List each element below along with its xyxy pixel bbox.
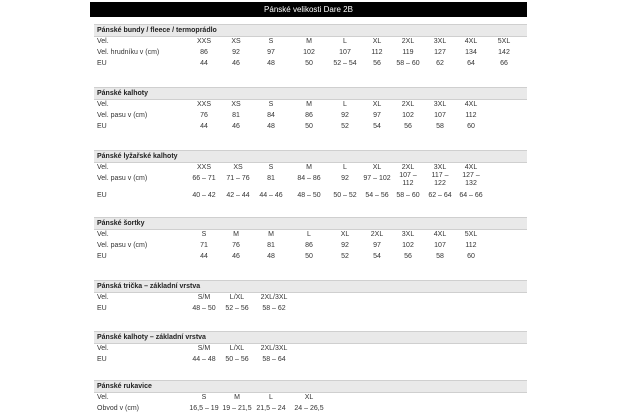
table-cell: S: [201, 231, 207, 238]
table-cell: M: [234, 394, 240, 401]
table-cell: 50: [305, 60, 313, 67]
table-cell: S: [268, 164, 274, 171]
table-cell: 44: [200, 60, 208, 67]
table-cell: 66: [500, 60, 508, 67]
section-header: [94, 150, 527, 163]
table-cell: 40 – 42: [192, 192, 216, 199]
section-header: [94, 87, 527, 100]
table-cell: 3XL: [433, 101, 447, 108]
table-cell: 48 – 50: [297, 192, 321, 199]
table-cell: 102: [402, 112, 414, 119]
row-label: Vel.: [97, 101, 109, 108]
table-cell: XL: [372, 101, 382, 108]
table-cell: 71: [200, 242, 208, 249]
table-cell: L: [343, 164, 347, 171]
table-cell: 127: [434, 49, 446, 56]
table-cell: XL: [304, 394, 314, 401]
table-cell: XXS: [196, 38, 211, 45]
table-cell: S: [268, 101, 274, 108]
table-cell: 64: [467, 60, 475, 67]
table-cell: 76: [232, 242, 240, 249]
table-cell: XL: [340, 231, 350, 238]
table-cell: 52: [341, 123, 349, 130]
table-cell: 71 – 76: [226, 175, 250, 182]
section-title: Pánské kalhoty: [97, 90, 148, 97]
table-cell: 86: [200, 49, 208, 56]
table-cell: 24 – 26,5: [294, 405, 324, 412]
table-cell: 42 – 44: [226, 192, 250, 199]
table-cell: 81: [267, 175, 275, 182]
section-title: Pánské lyžařské kalhoty: [97, 153, 178, 160]
section-title: Pánské bundy / fleece / termoprádlo: [97, 27, 217, 34]
row-label: EU: [97, 356, 107, 363]
section-header: [94, 331, 527, 344]
table-cell: 54: [373, 253, 381, 260]
table-cell: 107: [434, 242, 446, 249]
table-cell: 58 – 62: [262, 305, 286, 312]
table-cell: 97: [373, 242, 381, 249]
section-title: Pánská trička – základní vrstva: [97, 283, 201, 290]
table-cell: M: [268, 231, 274, 238]
row-label: Vel. pasu v (cm): [97, 112, 148, 119]
row-label: EU: [97, 123, 107, 130]
table-cell: 58: [436, 123, 444, 130]
section-header: [94, 280, 527, 293]
table-cell: 56: [373, 60, 381, 67]
section-header: [94, 24, 527, 37]
table-cell: 60: [467, 253, 475, 260]
table-cell: 56: [404, 253, 412, 260]
table-cell: 102: [303, 49, 315, 56]
table-cell: 2XL: [370, 231, 384, 238]
table-cell: 54 – 56: [365, 192, 389, 199]
table-cell: 48: [267, 123, 275, 130]
table-cell: 97: [373, 112, 381, 119]
table-cell: 107: [434, 112, 446, 119]
table-cell: 81: [267, 242, 275, 249]
table-cell: 44: [200, 253, 208, 260]
table-cell: 4XL: [433, 231, 447, 238]
table-cell: 142: [498, 49, 510, 56]
section-title: Pánské rukavice: [97, 383, 152, 390]
row-label: Vel. pasu v (cm): [97, 242, 148, 249]
table-cell: M: [306, 101, 312, 108]
table-cell: L: [307, 231, 311, 238]
table-cell: 3XL: [401, 231, 415, 238]
row-label: Vel. hrudníku v (cm): [97, 49, 160, 56]
table-cell: 107: [339, 49, 351, 56]
table-cell: S: [201, 394, 207, 401]
table-cell: 4XL: [464, 38, 478, 45]
table-cell: 21,5 – 24: [256, 405, 286, 412]
row-label: Vel.: [97, 294, 109, 301]
table-cell: 54: [373, 123, 381, 130]
table-cell: 60: [467, 123, 475, 130]
table-cell: 5XL: [497, 38, 511, 45]
table-cell: M: [306, 38, 312, 45]
row-label: Vel.: [97, 231, 109, 238]
table-cell: 134: [465, 49, 477, 56]
table-cell: L: [343, 38, 347, 45]
row-label: Vel.: [97, 394, 109, 401]
table-cell: 50: [305, 253, 313, 260]
table-cell: M: [233, 231, 239, 238]
table-cell: XL: [372, 38, 382, 45]
table-cell: 97: [267, 49, 275, 56]
table-cell: 112: [465, 112, 477, 119]
table-cell: 50 – 52: [333, 192, 357, 199]
table-cell: S: [268, 38, 274, 45]
table-cell: 46: [232, 60, 240, 67]
table-cell: 4XL: [464, 101, 478, 108]
table-cell: 52 – 54: [333, 60, 357, 67]
row-label: Vel. pasu v (cm): [97, 175, 148, 182]
table-cell: 76: [200, 112, 208, 119]
table-cell: 117 – 122: [431, 172, 449, 187]
table-cell: 81: [232, 112, 240, 119]
table-cell: 112: [465, 242, 477, 249]
table-cell: 58 – 60: [396, 60, 420, 67]
chart-title: Pánské velikosti Dare 2B: [90, 2, 527, 17]
row-label: Vel.: [97, 345, 109, 352]
row-label: Vel.: [97, 164, 109, 171]
row-label: EU: [97, 305, 107, 312]
table-cell: 86: [305, 112, 313, 119]
table-cell: 107 – 112: [399, 172, 417, 187]
table-cell: 127 – 132: [462, 172, 480, 187]
table-cell: 48: [267, 60, 275, 67]
table-cell: L/XL: [229, 345, 245, 352]
row-label: EU: [97, 253, 107, 260]
table-cell: 3XL: [433, 38, 447, 45]
table-cell: 2XL/3XL: [260, 345, 288, 352]
table-cell: 62: [436, 60, 444, 67]
table-cell: 2XL: [401, 164, 415, 171]
table-cell: 62 – 64: [428, 192, 452, 199]
table-cell: 4XL: [464, 164, 478, 171]
table-cell: 86: [305, 242, 313, 249]
table-cell: 46: [232, 123, 240, 130]
table-cell: 58 – 60: [396, 192, 420, 199]
table-cell: 119: [402, 49, 414, 56]
table-cell: 46: [232, 253, 240, 260]
table-cell: L: [343, 101, 347, 108]
table-cell: 58: [436, 253, 444, 260]
table-cell: 102: [402, 242, 414, 249]
row-label: Vel.: [97, 38, 109, 45]
row-label: EU: [97, 192, 107, 199]
table-cell: 92: [341, 112, 349, 119]
section-title: Pánské kalhoty – základní vrstva: [97, 334, 206, 341]
table-cell: 84 – 86: [297, 175, 321, 182]
table-cell: 50 – 56: [225, 356, 249, 363]
table-cell: 5XL: [464, 231, 478, 238]
table-cell: 2XL: [401, 38, 415, 45]
section-header: [94, 380, 527, 393]
table-cell: 48: [267, 253, 275, 260]
table-cell: XS: [231, 38, 241, 45]
table-cell: 112: [371, 49, 383, 56]
row-label: EU: [97, 60, 107, 67]
table-cell: 58 – 64: [262, 356, 286, 363]
table-cell: 52: [341, 253, 349, 260]
table-cell: S/M: [197, 345, 211, 352]
table-cell: S/M: [197, 294, 211, 301]
table-cell: 48 – 50: [192, 305, 216, 312]
table-cell: 84: [267, 112, 275, 119]
table-cell: 16,5 – 19: [189, 405, 219, 412]
table-cell: 3XL: [433, 164, 447, 171]
table-cell: 44 – 48: [192, 356, 216, 363]
table-cell: 97 – 102: [363, 175, 391, 182]
table-cell: XXS: [196, 101, 211, 108]
table-cell: 66 – 71: [192, 175, 216, 182]
table-cell: 2XL/3XL: [260, 294, 288, 301]
table-cell: 92: [341, 242, 349, 249]
table-cell: XS: [233, 164, 243, 171]
row-label: Obvod v (cm): [97, 405, 140, 412]
table-cell: XL: [372, 164, 382, 171]
table-cell: XXS: [196, 164, 211, 171]
table-cell: XS: [231, 101, 241, 108]
table-cell: 44 – 46: [259, 192, 283, 199]
table-cell: 52 – 56: [225, 305, 249, 312]
table-cell: M: [306, 164, 312, 171]
table-cell: 92: [341, 175, 349, 182]
table-cell: L: [269, 394, 273, 401]
table-cell: 19 – 21,5: [222, 405, 252, 412]
table-cell: L/XL: [229, 294, 245, 301]
section-title: Pánské šortky: [97, 220, 145, 227]
table-cell: 92: [232, 49, 240, 56]
table-cell: 50: [305, 123, 313, 130]
table-cell: 64 – 66: [459, 192, 483, 199]
table-cell: 56: [404, 123, 412, 130]
table-cell: 44: [200, 123, 208, 130]
table-cell: 2XL: [401, 101, 415, 108]
section-header: [94, 217, 527, 230]
